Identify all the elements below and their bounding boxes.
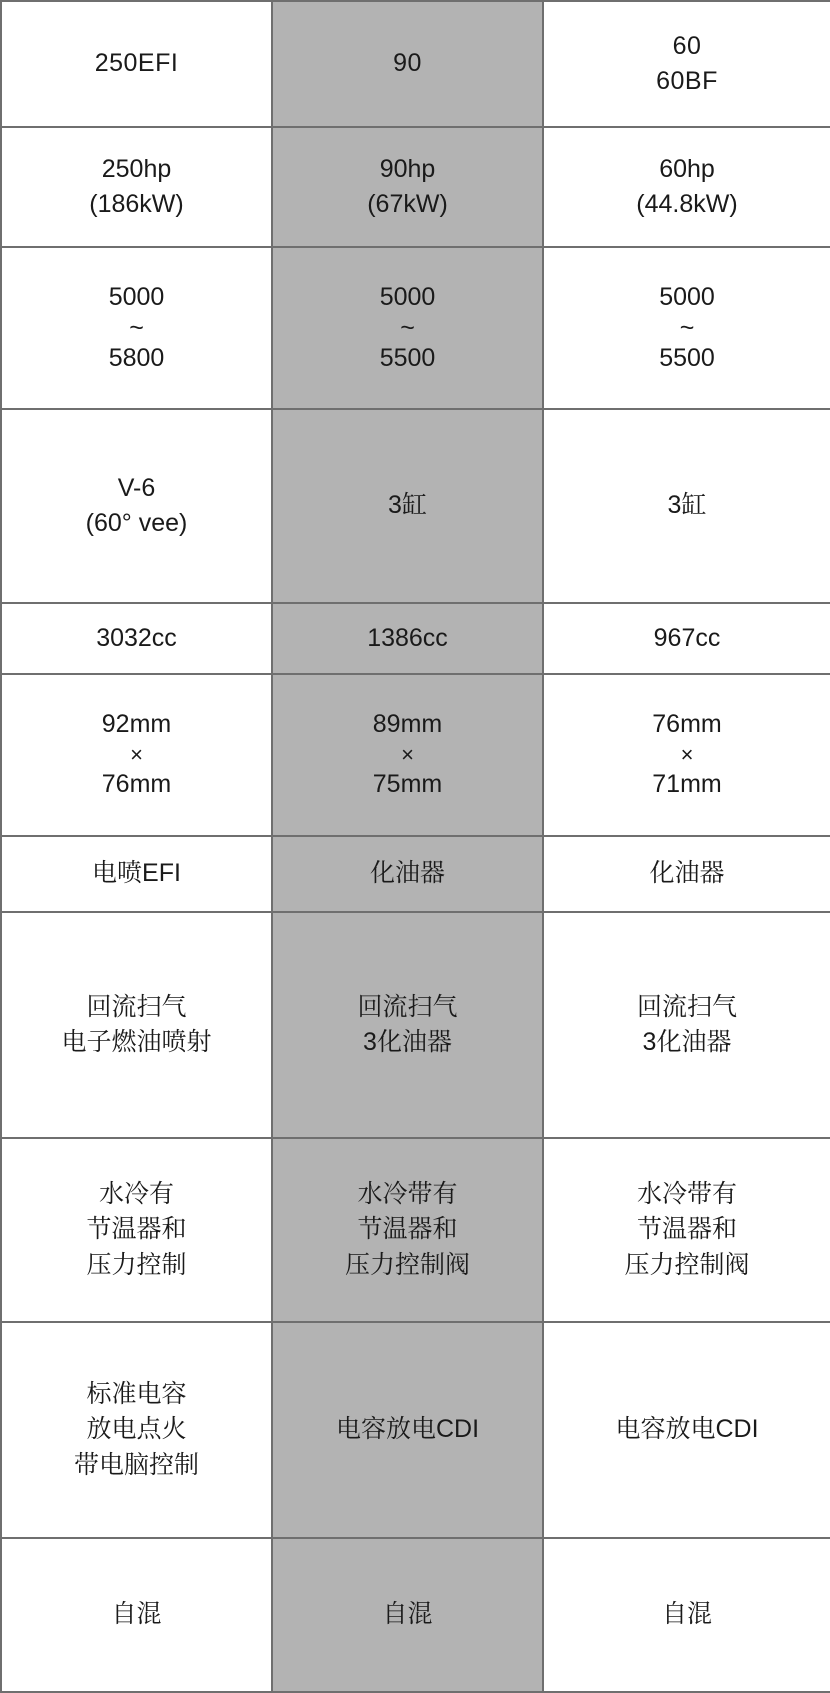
cell-line: 1386cc xyxy=(367,623,448,652)
table-row xyxy=(1,127,830,247)
cell-fuel-system-60 xyxy=(543,836,830,912)
cell-line: × xyxy=(401,741,414,767)
cell-displacement-250efi xyxy=(1,603,272,674)
cell-line: × xyxy=(130,741,143,767)
cell-line: 90hp xyxy=(379,154,436,183)
cell-line: 化油器 xyxy=(369,859,445,888)
cell-line: ~ xyxy=(400,313,415,342)
cell-line: 压力控制阀 xyxy=(624,1250,750,1279)
cell-line: 回流扫气 xyxy=(86,992,187,1021)
cell-line: 标准电容 xyxy=(86,1379,187,1408)
cell-cylinders-90 xyxy=(272,409,543,603)
cell-line: 60hp xyxy=(659,154,715,183)
cell-line: 电容放电CDI xyxy=(615,1415,759,1444)
table-row xyxy=(1,247,830,409)
cell-line: 电子燃油喷射 xyxy=(61,1028,212,1056)
cell-displacement-60 xyxy=(543,603,830,674)
cell-line: 3缸 xyxy=(667,491,707,520)
cell-line: 5500 xyxy=(379,343,436,372)
column-header-250efi xyxy=(1,1,272,127)
cell-cylinders-250efi xyxy=(1,409,272,603)
cell-rpm-250efi xyxy=(1,247,272,409)
cell-line: 5500 xyxy=(659,343,715,372)
cell-power-60 xyxy=(543,127,830,247)
table-row xyxy=(1,1138,830,1322)
cell-induction-90 xyxy=(272,912,543,1138)
cell-line: (186kW) xyxy=(89,190,184,218)
cell-line: 5000 xyxy=(659,283,715,311)
cell-cooling-90 xyxy=(272,1138,543,1322)
cell-bore-stroke-60 xyxy=(543,674,830,836)
cell-line: 压力控制阀 xyxy=(344,1250,470,1279)
cell-line: 回流扫气 xyxy=(636,992,737,1021)
cell-line: 89mm xyxy=(372,710,443,739)
cell-induction-60 xyxy=(543,912,830,1138)
cell-line: 电容放电CDI xyxy=(335,1415,480,1444)
cell-line: 71mm xyxy=(652,770,722,799)
cell-line: (60° vee) xyxy=(85,509,188,537)
cell-line: 3化油器 xyxy=(642,1028,732,1056)
cell-line: 3化油器 xyxy=(363,1028,452,1056)
table-row xyxy=(1,603,830,674)
cell-line: 76mm xyxy=(652,710,722,739)
cell-line: × xyxy=(680,741,694,767)
cell-bore-stroke-90 xyxy=(272,674,543,836)
table-row xyxy=(1,1322,830,1538)
cell-line: 水冷有 xyxy=(98,1179,174,1208)
table-header-row xyxy=(1,1,830,127)
column-header-90 xyxy=(272,1,543,127)
cell-line: 3032cc xyxy=(96,623,177,652)
cell-line: 75mm xyxy=(372,770,443,799)
cell-line: 5800 xyxy=(108,343,165,372)
cell-power-90 xyxy=(272,127,543,247)
cell-fuel-system-250efi xyxy=(1,836,272,912)
column-header-60 xyxy=(543,1,830,127)
cell-line: 节温器和 xyxy=(636,1215,737,1244)
cell-induction-250efi xyxy=(1,912,272,1138)
cell-lubrication-90 xyxy=(272,1538,543,1692)
table-row xyxy=(1,836,830,912)
cell-ignition-60 xyxy=(543,1322,830,1538)
cell-line: (67kW) xyxy=(367,190,448,218)
cell-line: ~ xyxy=(129,313,144,342)
cell-ignition-90 xyxy=(272,1322,543,1538)
cell-line: 967cc xyxy=(653,623,721,652)
cell-line: 放电点火 xyxy=(86,1415,187,1444)
cell-lubrication-60 xyxy=(543,1538,830,1692)
cell-fuel-system-90 xyxy=(272,836,543,912)
cell-line: 5000 xyxy=(379,283,436,311)
cell-line: V-6 xyxy=(117,473,156,502)
cell-line: 92mm xyxy=(101,710,172,739)
column-header-line: 90 xyxy=(393,49,422,78)
cell-bore-stroke-250efi xyxy=(1,674,272,836)
cell-line: 节温器和 xyxy=(86,1215,187,1244)
cell-line: 压力控制 xyxy=(86,1250,187,1279)
table-row xyxy=(1,409,830,603)
cell-line: ~ xyxy=(679,313,695,342)
table-row xyxy=(1,1538,830,1692)
cell-line: 自混 xyxy=(382,1600,433,1629)
cell-line: 3缸 xyxy=(388,491,427,520)
cell-displacement-90 xyxy=(272,603,543,674)
cell-rpm-60 xyxy=(543,247,830,409)
cell-cooling-60 xyxy=(543,1138,830,1322)
cell-line: 250hp xyxy=(101,154,172,183)
cell-line: 自混 xyxy=(111,1600,162,1629)
cell-line: 回流扫气 xyxy=(357,992,458,1021)
cell-ignition-250efi xyxy=(1,1322,272,1538)
table-row xyxy=(1,912,830,1138)
table-row xyxy=(1,674,830,836)
column-header-line: 250EFI xyxy=(94,49,179,78)
cell-line: 水冷带有 xyxy=(636,1179,737,1208)
cell-power-250efi xyxy=(1,127,272,247)
column-header-line: 60BF xyxy=(656,67,718,95)
cell-rpm-90 xyxy=(272,247,543,409)
cell-line: 5000 xyxy=(108,283,165,311)
cell-line: 76mm xyxy=(101,770,172,799)
cell-cylinders-60 xyxy=(543,409,830,603)
cell-cooling-250efi xyxy=(1,1138,272,1322)
column-header-line: 60 xyxy=(672,31,702,60)
cell-line: 自混 xyxy=(661,1600,712,1629)
cell-line: 化油器 xyxy=(649,859,725,888)
cell-line: 电喷EFI xyxy=(92,859,181,888)
cell-line: (44.8kW) xyxy=(636,190,738,218)
cell-line: 水冷带有 xyxy=(357,1179,458,1208)
cell-line: 带电脑控制 xyxy=(73,1450,199,1479)
cell-line: 节温器和 xyxy=(357,1215,458,1244)
cell-lubrication-250efi xyxy=(1,1538,272,1692)
